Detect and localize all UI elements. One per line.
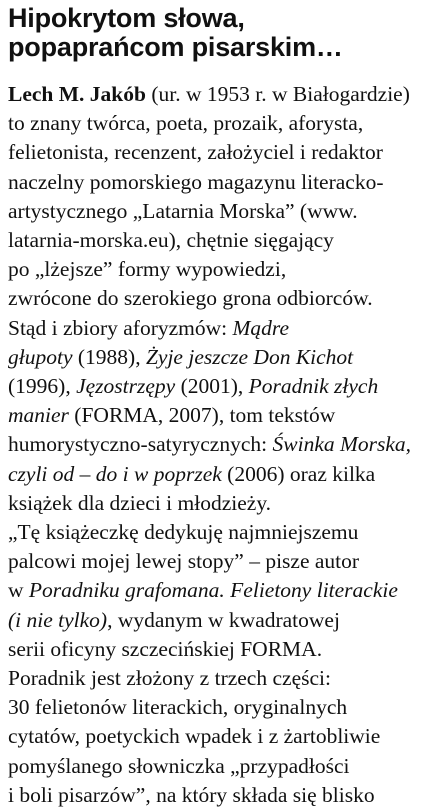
text-segment: (2001), [175,374,249,399]
text-segment: palcowi mojej lewej stopy” – pisze autor [8,549,360,574]
text-line [8,109,414,138]
text-line [8,489,414,518]
text-line [8,576,414,605]
text-line [8,138,414,167]
text-line [8,314,414,343]
text-line [8,430,414,459]
article-headline [8,4,414,62]
text-segment: w [8,578,29,603]
text-segment: (2006) oraz kilka [221,461,376,486]
text-segment: serii oficyny szczecińskiej FORMA. [8,636,323,661]
author-name: Lech M. Jakób [8,82,146,106]
book-title: (i nie tylko) [8,607,108,632]
text-line [8,664,414,693]
text-line [8,284,414,313]
text-segment: zwrócone do szerokiego grona odbiorców. [8,286,373,311]
text-segment: to znany twórca, poeta, prozaik, aforysta, [8,111,364,136]
article-body [8,80,414,810]
book-title: Poradniku grafomana. Felietony literackie [28,578,398,603]
text-line [8,168,414,197]
book-title: Mądre [232,315,290,340]
text-segment: książek dla dzieci i młodzieży. [8,490,272,515]
text-segment: humorystyczno-satyrycznych: [8,432,273,457]
text-segment: felietonista, recenzent, założyciel i redaktor [8,140,383,165]
text-segment: naczelny pomorskiego magazynu literacko- [8,169,384,194]
text-segment: (1988), [72,344,146,369]
text-segment: i boli pisarzów”, na który składa się blisko [8,782,375,807]
text-line [8,80,414,109]
text-segment: 30 felietonów literackich, oryginalnych [8,695,348,720]
text-line [8,781,414,810]
text-line [8,518,414,547]
headline-line: popaprańcom pisarskim… [8,32,343,62]
text-line [8,460,414,489]
book-title: manier [8,403,69,428]
text-line [8,226,414,255]
text-line [8,197,414,226]
text-segment: po „lżejsze” formy wypowiedzi, [8,257,287,282]
text-segment: latarnia-morska.eu), chętnie sięgający [8,228,334,253]
text-line [8,635,414,664]
text-line [8,752,414,781]
book-title: Jęzostrzępy [76,374,176,399]
text-line [8,401,414,430]
book-title: Poradnik złych [248,374,379,399]
text-line [8,722,414,751]
text-segment: „Tę książeczkę dedykuję najmniejszemu [8,520,359,545]
headline-line: Hipokrytom słowa, [8,3,245,33]
text-segment: Poradnik jest złożony z trzech części: [8,666,331,691]
text-segment: Stąd i zbiory aforyzmów: [8,315,233,340]
text-line [8,547,414,576]
text-line [8,606,414,635]
text-segment: cytatów, poetyckich wpadek i z żartobliwie [8,724,381,749]
book-title: Żyje jeszcze Don Kichot [145,344,354,369]
text-line [8,693,414,722]
text-line [8,343,414,372]
text-segment: (ur. w 1953 r. w Białogardzie) [145,82,410,106]
book-title: głupoty [8,344,73,369]
text-segment: (FORMA, 2007), tom tekstów [68,403,336,428]
text-segment: (1996), [8,374,77,399]
text-line [8,255,414,284]
book-title: Świnka Morska, [272,432,412,457]
text-segment: , wydanym w kwadratowej [107,607,340,632]
text-segment: pomyślanego słowniczka „przypadłości [8,753,350,778]
text-line [8,372,414,401]
text-segment: artystycznego „Latarnia Morska” (www. [8,198,358,223]
book-title: czyli od – do i w poprzek [8,461,222,486]
